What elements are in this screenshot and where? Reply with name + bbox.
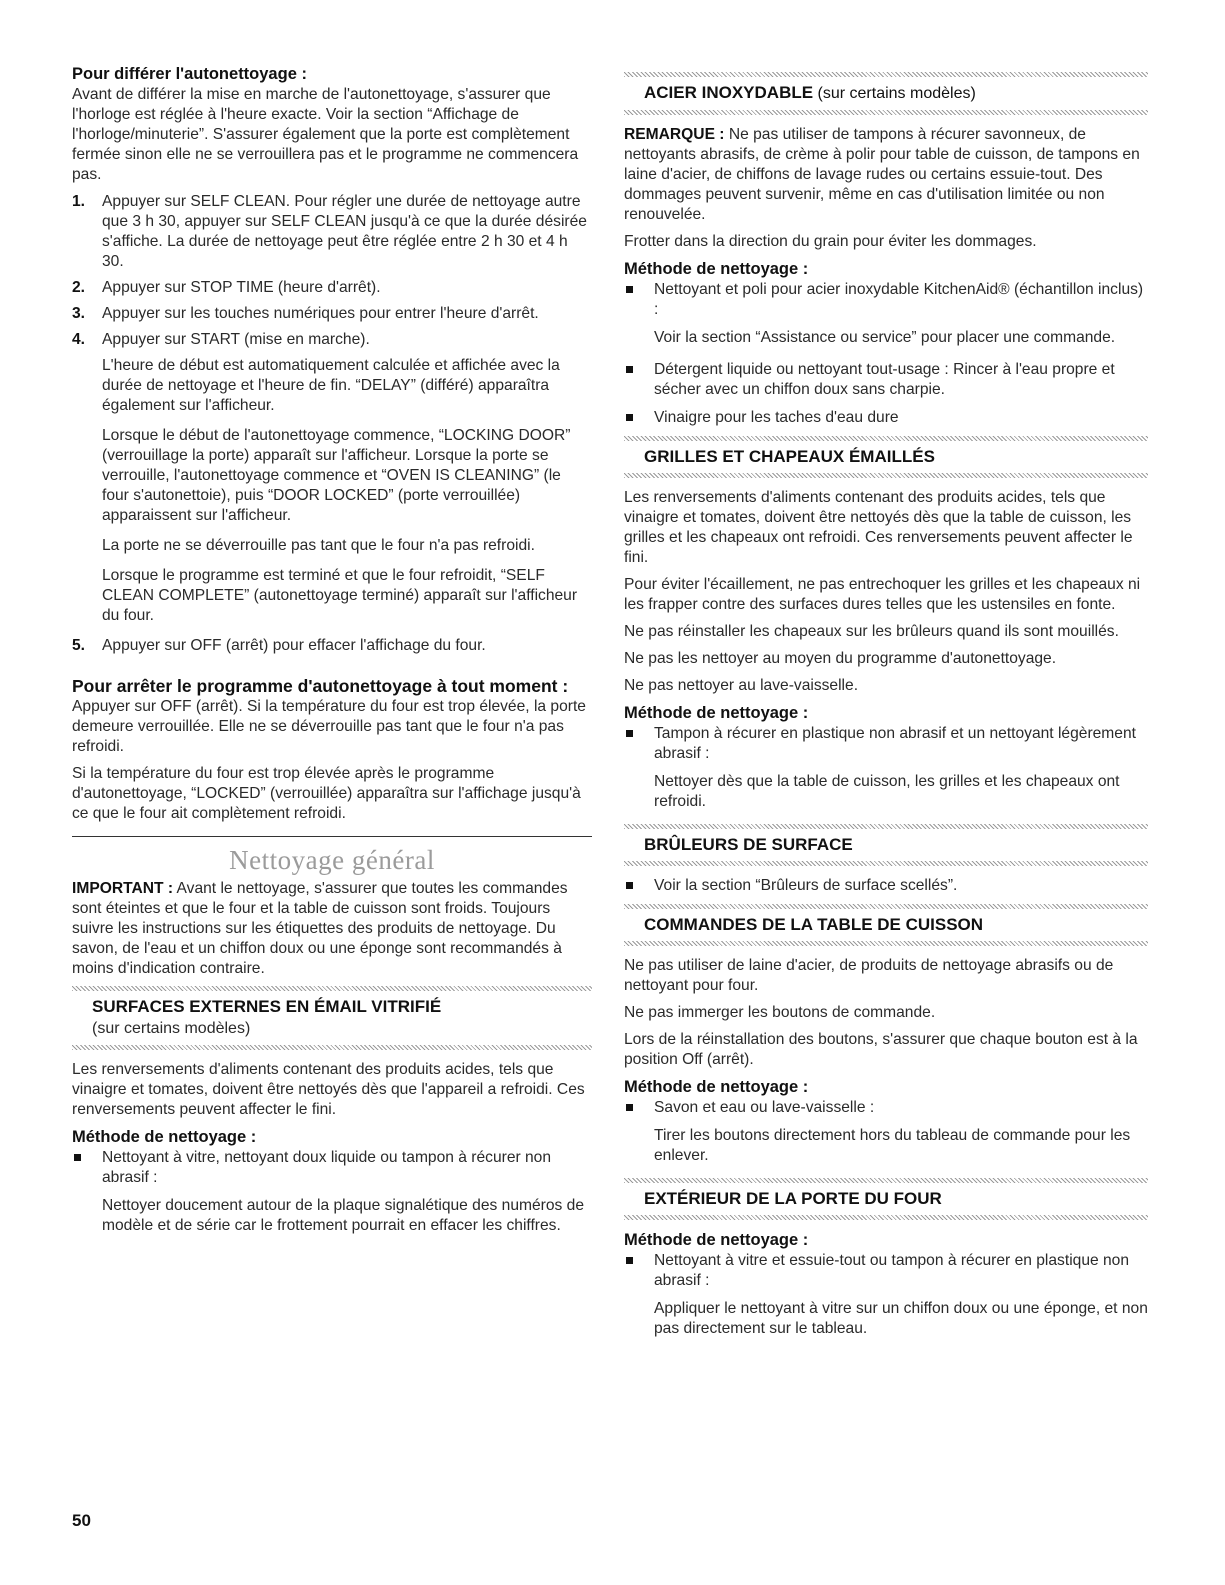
list-item bbox=[624, 724, 1148, 764]
steel-title bbox=[624, 77, 1148, 110]
enamel-method-heading: Méthode de nettoyage : bbox=[72, 1128, 257, 1146]
important-paragraph bbox=[72, 879, 592, 979]
important-label: IMPORTANT : bbox=[72, 880, 174, 897]
steel-method-heading: Méthode de nettoyage : bbox=[624, 260, 809, 278]
hatch-rule bbox=[624, 1215, 1148, 1220]
stop-paragraph: Appuyer sur OFF (arrêt). Si la température du four est trop élevée, la porte demeure verrouillée. Elle ne se déverrouille pas tant que le four n'a pas refroidi. bbox=[72, 698, 586, 755]
page-number: 50 bbox=[72, 1511, 91, 1530]
bullet-square-icon bbox=[626, 1104, 633, 1111]
controls-method-heading: Méthode de nettoyage : bbox=[624, 1078, 809, 1096]
step-item bbox=[72, 304, 592, 324]
step-text: Appuyer sur STOP TIME (heure d'arrêt). bbox=[102, 279, 381, 296]
grates-section-bar bbox=[624, 436, 1148, 478]
door-section-bar bbox=[624, 1178, 1148, 1220]
list-item bbox=[624, 876, 1148, 896]
step-number: 1. bbox=[72, 193, 86, 210]
burners-bullets bbox=[624, 876, 1148, 896]
bullet-text: Nettoyant à vitre et essuie-tout ou tampon à récurer en plastique non abrasif : bbox=[654, 1252, 1130, 1289]
bullet-text: Tampon à récurer en plastique non abrasif et un nettoyant légèrement abrasif : bbox=[654, 725, 1136, 762]
left-column bbox=[72, 64, 592, 1248]
grates-title: GRILLES ET CHAPEAUX ÉMAILLÉS bbox=[644, 447, 935, 466]
bullet-note: Nettoyer doucement autour de la plaque signalétique des numéros de modèle et de série car le frottement pourrait en effacer les chiffres. bbox=[102, 1197, 584, 1234]
bullet-square-icon bbox=[626, 730, 633, 737]
list-item bbox=[624, 360, 1148, 400]
step4-note: Lorsque le programme est terminé et que le four refroidit, “SELF CLEAN COMPLETE” (autonettoyage terminé) apparaît sur l'afficheur du four. bbox=[102, 567, 578, 624]
note-label: REMARQUE : bbox=[624, 126, 725, 143]
controls-paragraph: Ne pas utiliser de laine d'acier, de produits de nettoyage abrasifs ou de nettoyant pour four. bbox=[624, 957, 1114, 994]
door-bullets bbox=[624, 1251, 1148, 1339]
bullet-text: Vinaigre pour les taches d'eau dure bbox=[654, 409, 899, 426]
steel-title-text: ACIER INOXYDABLE bbox=[644, 83, 814, 102]
step-number: 4. bbox=[72, 331, 86, 348]
delay-intro: Avant de différer la mise en marche de l'autonettoyage, s'assurer que l'horloge est réglée à l'heure exacte. Voir la section “Affichage de l'horloge/minuterie”. S'assurer également que la porte est complètement fermée sinon elle ne se verrouillera pas et le programme ne commencera pas. bbox=[72, 86, 579, 183]
grates-paragraph: Ne pas les nettoyer au moyen du programme d'autonettoyage. bbox=[624, 650, 1057, 667]
steel-note bbox=[624, 125, 1148, 225]
section-divider bbox=[72, 836, 592, 837]
bullet-text: Nettoyant et poli pour acier inoxydable KitchenAid® (échantillon inclus) : bbox=[654, 281, 1144, 318]
important-text: Avant le nettoyage, s'assurer que toutes les commandes sont éteintes et que le four et la table de cuisson sont froids. Toujours suivre les instructions sur les étiquettes des produits de nettoyage. Du savon, de l'eau et un chiffon doux ou une éponge sont recommandés à moins d'indication contraire. bbox=[72, 880, 568, 977]
bullet-note: Appliquer le nettoyant à vitre sur un chiffon doux ou une éponge, et non pas directement sur le tableau. bbox=[654, 1300, 1148, 1337]
delay-steps bbox=[72, 192, 592, 350]
step-number: 5. bbox=[72, 637, 86, 654]
step-item bbox=[72, 192, 592, 272]
enamel-paragraph: Les renversements d'aliments contenant des produits acides, tels que vinaigre et tomates, doivent être nettoyés dès que l'appareil a refroidi. Ces renversements peuvent affecter le fini. bbox=[72, 1061, 585, 1118]
step-number: 3. bbox=[72, 305, 86, 322]
stop-paragraph: Si la température du four est trop élevée après le programme d'autonettoyage, “LOCKED” (verrouillée) apparaîtra sur l'affichage jusqu'à ce que le four ait complètement refroidi. bbox=[72, 765, 581, 822]
general-cleaning-title: Nettoyage général bbox=[229, 845, 435, 875]
step-item bbox=[72, 278, 592, 298]
controls-paragraph: Lors de la réinstallation des boutons, s'assurer que chaque bouton est à la position Off (arrêt). bbox=[624, 1031, 1138, 1068]
controls-bullets bbox=[624, 1098, 1148, 1166]
right-column bbox=[624, 64, 1148, 1351]
grates-paragraph: Ne pas réinstaller les chapeaux sur les brûleurs quand ils sont mouillés. bbox=[624, 623, 1119, 640]
step-item bbox=[72, 330, 592, 350]
list-item bbox=[624, 1098, 1148, 1118]
hatch-rule bbox=[624, 861, 1148, 866]
step-item bbox=[72, 636, 592, 656]
list-item bbox=[624, 280, 1148, 320]
bullet-text: Savon et eau ou lave-vaisselle : bbox=[654, 1099, 875, 1116]
bullet-square-icon bbox=[626, 882, 633, 889]
delay-heading: Pour différer l'autonettoyage : bbox=[72, 65, 307, 83]
steel-title-suffix: (sur certains modèles) bbox=[813, 85, 976, 102]
hatch-rule bbox=[624, 941, 1148, 946]
step4-note: L'heure de début est automatiquement calculée et affichée avec la durée de nettoyage et l'heure de fin. “DELAY” (différé) apparaîtra également sur l'afficheur. bbox=[102, 357, 560, 414]
bullet-text: Nettoyant à vitre, nettoyant doux liquide ou tampon à récurer non abrasif : bbox=[102, 1149, 552, 1186]
bullet-text: Détergent liquide ou nettoyant tout-usage : Rincer à l'eau propre et sécher avec un chiffon doux sans charpie. bbox=[654, 361, 1115, 398]
burners-title: BRÛLEURS DE SURFACE bbox=[644, 835, 853, 854]
list-item bbox=[624, 1251, 1148, 1291]
note-text: Ne pas utiliser de tampons à récurer savonneux, de nettoyants abrasifs, de crème à polir pour table de cuisson, de tampons en laine d'acier, de chiffons de lavage rudes ou certains essuie-tout. Des dommages peuvent survenir, même en cas d'utilisation limitée ou non renouvelée. bbox=[624, 126, 1140, 223]
step-text: Appuyer sur les touches numériques pour entrer l'heure d'arrêt. bbox=[102, 305, 539, 322]
enamel-bullets bbox=[72, 1148, 592, 1236]
controls-paragraph: Ne pas immerger les boutons de commande. bbox=[624, 1004, 936, 1021]
grates-method-heading: Méthode de nettoyage : bbox=[624, 704, 809, 722]
steel-section-bar bbox=[624, 72, 1148, 115]
bullet-square-icon bbox=[626, 286, 633, 293]
bullet-square-icon bbox=[626, 366, 633, 373]
bullet-square-icon bbox=[74, 1154, 81, 1161]
step-text: Appuyer sur SELF CLEAN. Pour régler une durée de nettoyage autre que 3 h 30, appuyer sur SELF CLEAN jusqu'à ce que la durée désirée s'affiche. La durée de nettoyage peut être réglée entre 2 h 30 et 4 h 30. bbox=[102, 193, 587, 270]
bullet-text: Voir la section “Brûleurs de surface scellés”. bbox=[654, 877, 958, 894]
list-item bbox=[72, 1148, 592, 1188]
stop-heading: Pour arrêter le programme d'autonettoyage à tout moment : bbox=[72, 676, 569, 696]
grates-paragraph: Pour éviter l'écaillement, ne pas entrechoquer les grilles et les chapeaux ni les frapper contre des surfaces dures telles que les ustensiles en fonte. bbox=[624, 576, 1141, 613]
step4-note: Lorsque le début de l'autonettoyage commence, “LOCKING DOOR” (verrouillage la porte) apparaît sur l'afficheur. Lorsque la porte se verrouille, l'autonettoyage commence et “OVEN IS CLEANING” (le four s'autonettoie), puis “DOOR LOCKED” (porte verrouillée) apparaissent sur l'afficheur. bbox=[102, 427, 571, 524]
door-method-heading: Méthode de nettoyage : bbox=[624, 1231, 809, 1249]
controls-section-bar bbox=[624, 904, 1148, 946]
bullet-square-icon bbox=[626, 414, 633, 421]
bullet-note: Voir la section “Assistance ou service” pour placer une commande. bbox=[654, 329, 1116, 346]
steel-paragraph: Frotter dans la direction du grain pour éviter les dommages. bbox=[624, 233, 1037, 250]
grates-paragraph: Les renversements d'aliments contenant des produits acides, tels que vinaigre et tomates, doivent être nettoyés dès que la table de cuisson, les grilles et les chapeaux ont refroidi. Ces renversements peuvent affecter le fini. bbox=[624, 489, 1133, 566]
list-item bbox=[624, 408, 1148, 428]
grates-paragraph: Ne pas nettoyer au lave-vaisselle. bbox=[624, 677, 859, 694]
controls-title: COMMANDES DE LA TABLE DE CUISSON bbox=[644, 915, 984, 934]
step-text: Appuyer sur START (mise en marche). bbox=[102, 331, 370, 348]
bullet-note: Tirer les boutons directement hors du tableau de commande pour les enlever. bbox=[654, 1127, 1131, 1164]
delay-step5 bbox=[72, 636, 592, 656]
grates-bullets bbox=[624, 724, 1148, 812]
bullet-square-icon bbox=[626, 1257, 633, 1264]
enamel-title: SURFACES EXTERNES EN ÉMAIL VITRIFIÉ bbox=[92, 997, 442, 1016]
enamel-section-bar bbox=[72, 986, 592, 1050]
steel-bullets bbox=[624, 280, 1148, 428]
hatch-rule bbox=[624, 110, 1148, 115]
door-title: EXTÉRIEUR DE LA PORTE DU FOUR bbox=[644, 1189, 942, 1208]
hatch-rule bbox=[72, 1045, 592, 1050]
bullet-note: Nettoyer dès que la table de cuisson, les grilles et les chapeaux ont refroidi. bbox=[654, 773, 1120, 810]
step-number: 2. bbox=[72, 279, 86, 296]
step-text: Appuyer sur OFF (arrêt) pour effacer l'affichage du four. bbox=[102, 637, 486, 654]
step4-note: La porte ne se déverrouille pas tant que le four n'a pas refroidi. bbox=[102, 537, 535, 554]
enamel-subtitle: (sur certains modèles) bbox=[92, 1020, 251, 1037]
hatch-rule bbox=[624, 473, 1148, 478]
burners-section-bar bbox=[624, 824, 1148, 866]
